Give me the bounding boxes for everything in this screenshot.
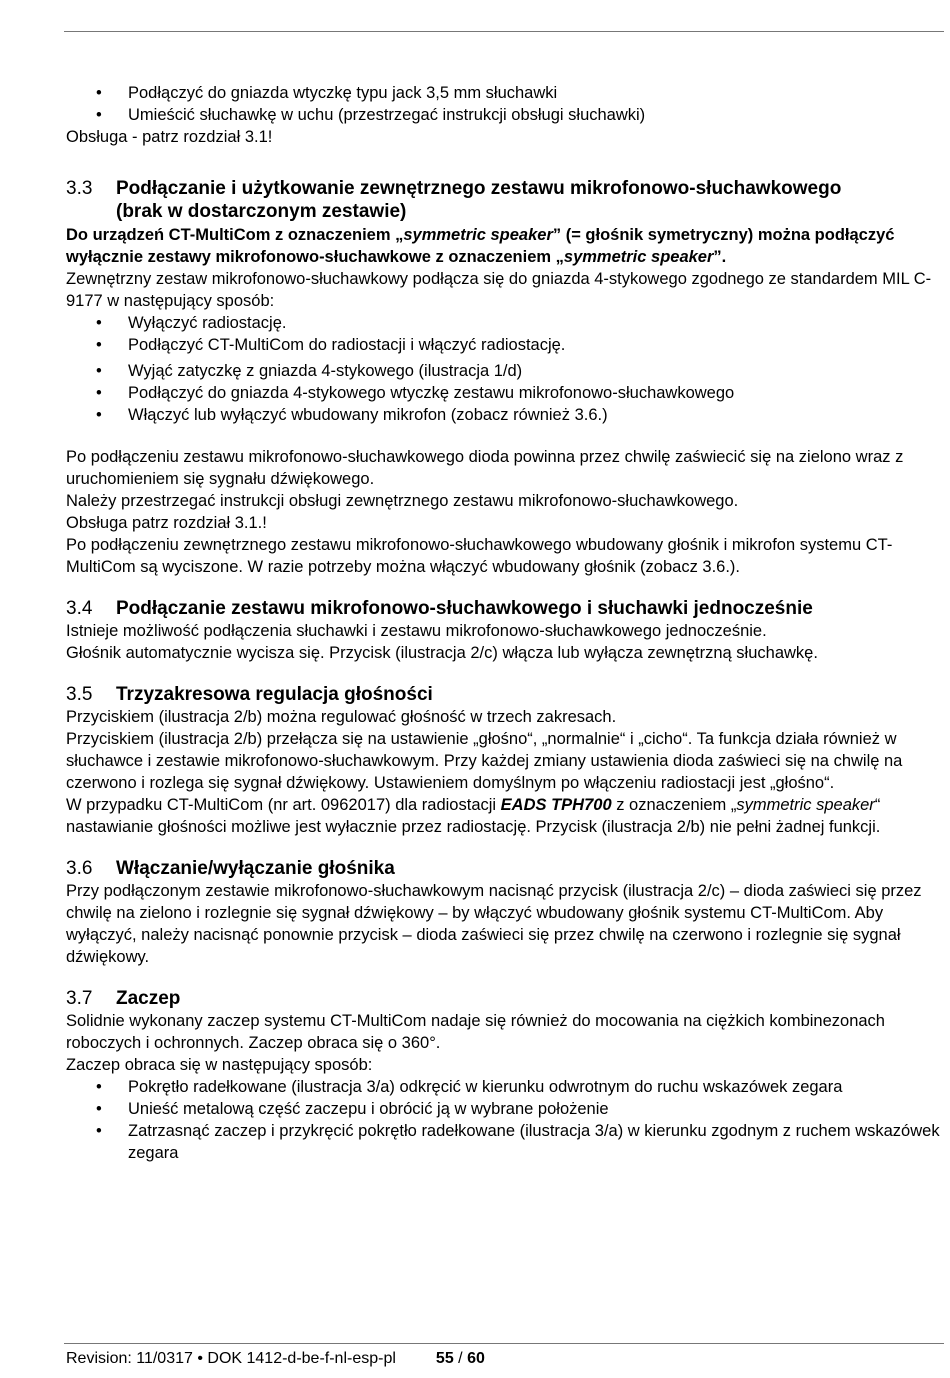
bold-note-part: Do urządzeń CT-MultiCom z oznaczeniem „ <box>66 226 404 244</box>
section-number: 3.7 <box>66 988 93 1009</box>
paragraph: Należy przestrzegać instrukcji obsługi zewnętrznego zestawu mikrofonowo-słuchawkowego. <box>66 492 739 510</box>
bold-note-italic: symmetric speaker <box>403 226 553 244</box>
list-item: • Wyłączyć radiostację. <box>66 312 941 334</box>
page-separator: / <box>453 1350 468 1367</box>
section-title: Podłączanie zestawu mikrofonowo-słuchawkowego i słuchawki jednocześnie <box>116 598 813 619</box>
paragraph: Przyciskiem (ilustracja 2/b) można regulować głośność w trzech zakresach. <box>66 708 617 726</box>
section-title: Zaczep <box>116 988 181 1009</box>
header-rule <box>64 31 944 32</box>
paragraph: Głośnik automatycznie wycisza się. Przycisk (ilustracja 2/c) włącza lub wyłącza zewnętrzną słuchawkę. <box>66 644 818 662</box>
list-item: • Podłączyć do gniazda 4-stykowego wtyczkę zestawu mikrofonowo-słuchawkowego <box>66 382 941 404</box>
list-item: • Unieść metalową część zaczepu i obrócić ją w wybrane położenie <box>66 1098 941 1120</box>
bold-note <box>66 224 941 268</box>
page-number <box>436 1350 485 1367</box>
section-3-6-heading <box>66 857 941 880</box>
section-3-7-heading <box>66 987 941 1010</box>
bold-note-italic: symmetric speaker <box>563 248 714 266</box>
paragraph-italic: symmetric speaker <box>736 796 875 814</box>
footer-revision: Revision: 11/0317 • DOK 1412-d-be-f-nl-esp-pl <box>66 1350 396 1367</box>
steps-list <box>66 312 941 426</box>
top-list <box>66 82 941 126</box>
steps-list <box>66 1076 941 1164</box>
paragraph: Istnieje możliwość podłączenia słuchawki i zestawu mikrofonowo-słuchawkowego jednocześnie. <box>66 622 767 640</box>
section-number: 3.4 <box>66 598 93 619</box>
list-item: • Podłączyć do gniazda wtyczkę typu jack 3,5 mm słuchawki <box>66 82 941 104</box>
section-number: 3.5 <box>66 684 93 705</box>
list-item: • Podłączyć CT-MultiCom do radiostacji i włączyć radiostację. <box>66 334 941 356</box>
section-3-5-heading <box>66 683 941 706</box>
section-title-line2: (brak w dostarczonym zestawie) <box>116 201 407 222</box>
top-note: Obsługa - patrz rozdział 3.1! <box>66 128 273 146</box>
paragraph: Przyciskiem (ilustracja 2/b) przełącza się na ustawienie „głośno“, „normalnie“ i „cicho“. Ta funkcja działa również w słuchawce i zestawie mikrofonowo-słuchawkowym. Przy każdej zmiany ustawienia dioda zaświeci się na chwilę na czerwono i rozlega się sygnał dźwiękowy. Ustawieniem domyślnym po włączeniu radiostacji jest „głośno“. <box>66 730 903 792</box>
list-item: • Włączyć lub wyłączyć wbudowany mikrofon (zobacz również 3.6.) <box>66 404 941 426</box>
section-3-4-heading <box>66 597 941 620</box>
paragraph-part: “ nastawianie głośności możliwe jest wyłacznie przez radiostację. Przycisk (ilustracja 2/b) nie pełni żadnej funkcji. <box>66 796 881 836</box>
paragraph: Po podłączeniu zestawu mikrofonowo-słuchawkowego dioda powinna przez chwilę zaświecić się na zielono wraz z uruchomieniem się sygnału dźwiękowego. <box>66 448 904 488</box>
total-pages: 60 <box>467 1350 485 1367</box>
page-footer <box>66 1349 485 1369</box>
list-item: • Zatrzasnąć zaczep i przykręcić pokrętło radełkowane (ilustracja 3/a) w kierunku zgodnym z ruchem wskazówek zegara <box>66 1120 941 1164</box>
list-item: • Wyjąć zatyczkę z gniazda 4-stykowego (ilustracja 1/d) <box>66 360 941 382</box>
paragraph <box>66 794 941 838</box>
section-title: Włączanie/wyłączanie głośnika <box>116 858 395 879</box>
page-content <box>66 82 941 1164</box>
paragraph-part: W przypadku CT-MultiCom (nr art. 0962017) dla radiostacji <box>66 796 501 814</box>
bold-note-part: ” (= głośnik symetryczny) można podłączyć wyłącznie zestawy mikrofonowo-słuchawkowe z oznaczeniem „ <box>66 226 895 266</box>
radio-model: EADS TPH700 <box>500 796 612 814</box>
section-number: 3.3 <box>66 178 93 199</box>
paragraph: Solidnie wykonany zaczep systemu CT-MultiCom nadaje się również do mocowania na ciężkich kombinezonach roboczych i ochronnych. Zaczep obraca się o 360°. <box>66 1012 885 1052</box>
section-title: Trzyzakresowa regulacja głośności <box>116 684 433 705</box>
paragraph: Zaczep obraca się w następujący sposób: <box>66 1056 373 1074</box>
section-3-3-heading <box>66 177 941 223</box>
footer-rule <box>64 1343 944 1344</box>
section-title-line1: Podłączanie i użytkowanie zewnętrznego zestawu mikrofonowo-słuchawkowego <box>116 178 842 199</box>
current-page: 55 <box>435 1350 454 1367</box>
paragraph: Obsługa patrz rozdział 3.1.! <box>66 514 267 532</box>
section-number: 3.6 <box>66 858 93 879</box>
list-item: • Pokrętło radełkowane (ilustracja 3/a) odkręcić w kierunku odwrotnym do ruchu wskazówek zegara <box>66 1076 941 1098</box>
bold-note-part: ”. <box>713 248 727 266</box>
paragraph: Zewnętrzny zestaw mikrofonowo-słuchawkowy podłącza się do gniazda 4-stykowego zgodnego ze standardem MIL C-9177 w następujący sposób: <box>66 270 932 310</box>
paragraph-part: z oznaczeniem „ <box>611 796 737 814</box>
list-item: • Umieścić słuchawkę w uchu (przestrzegać instrukcji obsługi słuchawki) <box>66 104 941 126</box>
paragraph: Po podłączeniu zewnętrznego zestawu mikrofonowo-słuchawkowego wbudowany głośnik i mikrofon systemu CT-MultiCom są wyciszone. W razie potrzeby można włączyć wbudowany głośnik (zobacz 3.6.). <box>66 536 893 576</box>
paragraph: Przy podłączonym zestawie mikrofonowo-słuchawkowym nacisnąć przycisk (ilustracja 2/c) – dioda zaświeci się przez chwilę na zielono i rozlegnie się sygnał dźwiękowy – by włączyć wbudowany głośnik systemu CT-MultiCom. Aby wyłączyć, należy nacisnąć ponownie przycisk – dioda zaświeci się przez chwilę na czerwono i rozlegnie się sygnał dźwiękowy. <box>66 882 922 966</box>
